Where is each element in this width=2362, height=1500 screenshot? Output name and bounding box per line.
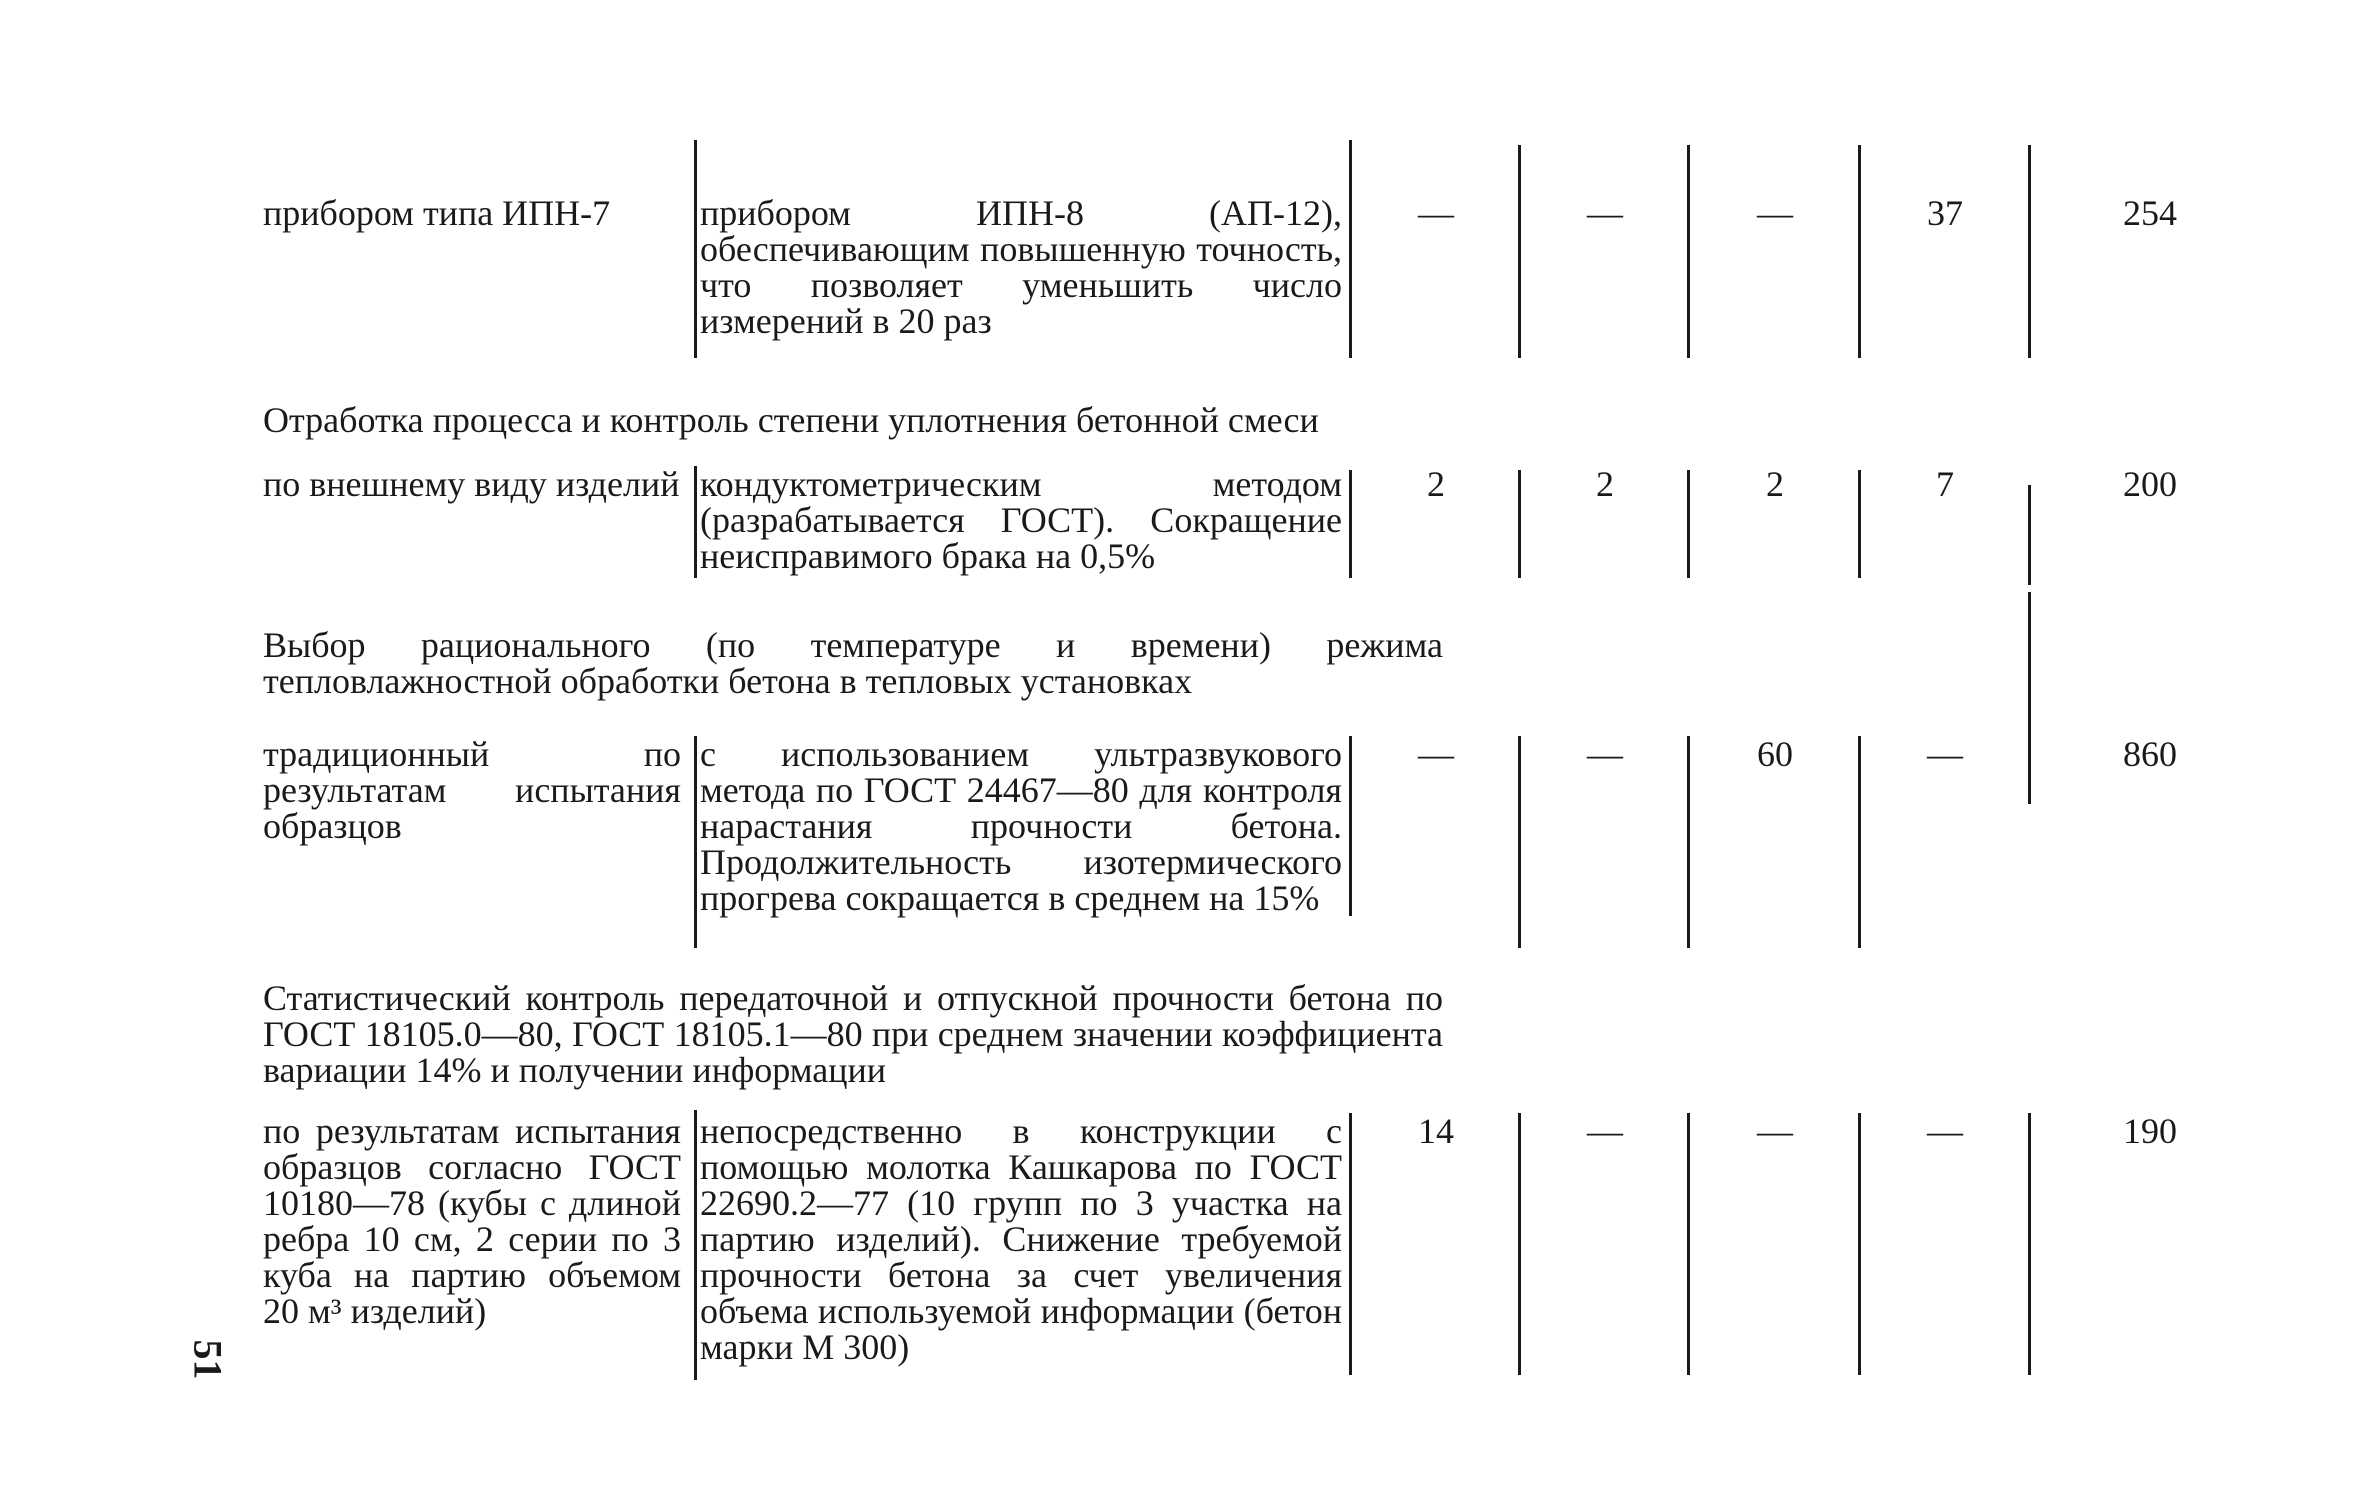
section-heading-3: Статистический контроль передаточной и отпускной прочности бетона по ГОСТ 18105.0—80, ГОСТ 18105.1—80 при среднем значении коэффициента вариации 14% и получении информации	[263, 978, 1443, 1090]
row3-value-4: —	[1927, 734, 1963, 774]
row4-old-method: по результатам испытания образцов согласно ГОСТ 10180—78 (кубы с длиной ребра 10 см, 2 серии по 3 куба на партию объемом 20 м³ изделий)	[263, 1111, 681, 1331]
row3-divider-d	[1687, 736, 1690, 948]
row1-divider-f	[2028, 145, 2031, 358]
row1-value-5: 254	[2123, 193, 2177, 233]
row2-value-3: 2	[1766, 464, 1784, 504]
row3-value-3: 60	[1757, 734, 1793, 774]
row1-divider-c	[1518, 145, 1521, 358]
row4-divider-b	[1349, 1113, 1352, 1375]
row3-divider-e	[1858, 736, 1861, 948]
row2-value-1: 2	[1427, 464, 1445, 504]
row2-divider-e	[1858, 470, 1861, 578]
row4-divider-a	[694, 1110, 697, 1380]
row3-old-method: традиционный по результатам испытания образцов	[263, 734, 681, 846]
row3-divider-c	[1518, 736, 1521, 948]
section-heading-2: Выбор рационального (по температуре и времени) режима тепловлажностной обработки бетона в тепловых установках	[263, 625, 1443, 701]
row3-value-2: —	[1587, 734, 1623, 774]
section2-divider-f	[2028, 592, 2031, 804]
row4-divider-e	[1858, 1113, 1861, 1375]
row4-value-1: 14	[1418, 1111, 1454, 1151]
row3-value-1: —	[1418, 734, 1454, 774]
row2-new-method: кондуктометрическим методом (разрабатывается ГОСТ). Сокращение неисправимого брака на 0,5%	[700, 464, 1342, 576]
row4-value-5: 190	[2123, 1111, 2177, 1151]
row1-value-3: —	[1757, 193, 1793, 233]
row2-divider-a	[694, 466, 697, 578]
row1-old-method: прибором типа ИПН-7	[263, 193, 611, 233]
row4-new-method: непосредственно в конструкции с помощью молотка Кашкарова по ГОСТ 22690.2—77 (10 групп по 3 участка на партию изделий). Снижение требуемой прочности бетона за счет увеличения объема используемой информации (бетон марки М 300)	[700, 1111, 1342, 1367]
row1-divider-a	[694, 140, 697, 358]
row2-value-5: 200	[2123, 464, 2177, 504]
row2-divider-d	[1687, 470, 1690, 578]
row2-value-4: 7	[1936, 464, 1954, 504]
row2-divider-b	[1349, 470, 1352, 578]
row2-divider-f	[2028, 485, 2031, 585]
row3-divider-a	[694, 736, 697, 948]
row1-value-2: —	[1587, 193, 1623, 233]
section-heading-1: Отработка процесса и контроль степени уплотнения бетонной смеси	[263, 400, 1319, 440]
page-number: 51	[185, 1339, 231, 1380]
row1-value-4: 37	[1927, 193, 1963, 233]
row4-divider-d	[1687, 1113, 1690, 1375]
row4-value-3: —	[1757, 1111, 1793, 1151]
row3-new-method: с использованием ультразвукового метода по ГОСТ 24467—80 для контроля нарастания прочности бетона. Продолжительность изотермического прогрева сокращается в среднем на 15%	[700, 734, 1342, 918]
row2-old-method: по внешнему виду изделий	[263, 464, 680, 504]
row4-divider-f	[2028, 1113, 2031, 1375]
row1-divider-e	[1858, 145, 1861, 358]
row1-new-method: прибором ИПН-8 (АП-12), обеспечивающим повышенную точность, что позволяет уменьшить число измерений в 20 раз	[700, 193, 1342, 341]
row3-divider-b	[1349, 736, 1352, 916]
row2-value-2: 2	[1596, 464, 1614, 504]
row4-value-4: —	[1927, 1111, 1963, 1151]
row4-divider-c	[1518, 1113, 1521, 1375]
row1-divider-d	[1687, 145, 1690, 358]
row2-divider-c	[1518, 470, 1521, 578]
row1-value-1: —	[1418, 193, 1454, 233]
row1-divider-b	[1349, 140, 1352, 358]
row4-value-2: —	[1587, 1111, 1623, 1151]
row3-value-5: 860	[2123, 734, 2177, 774]
